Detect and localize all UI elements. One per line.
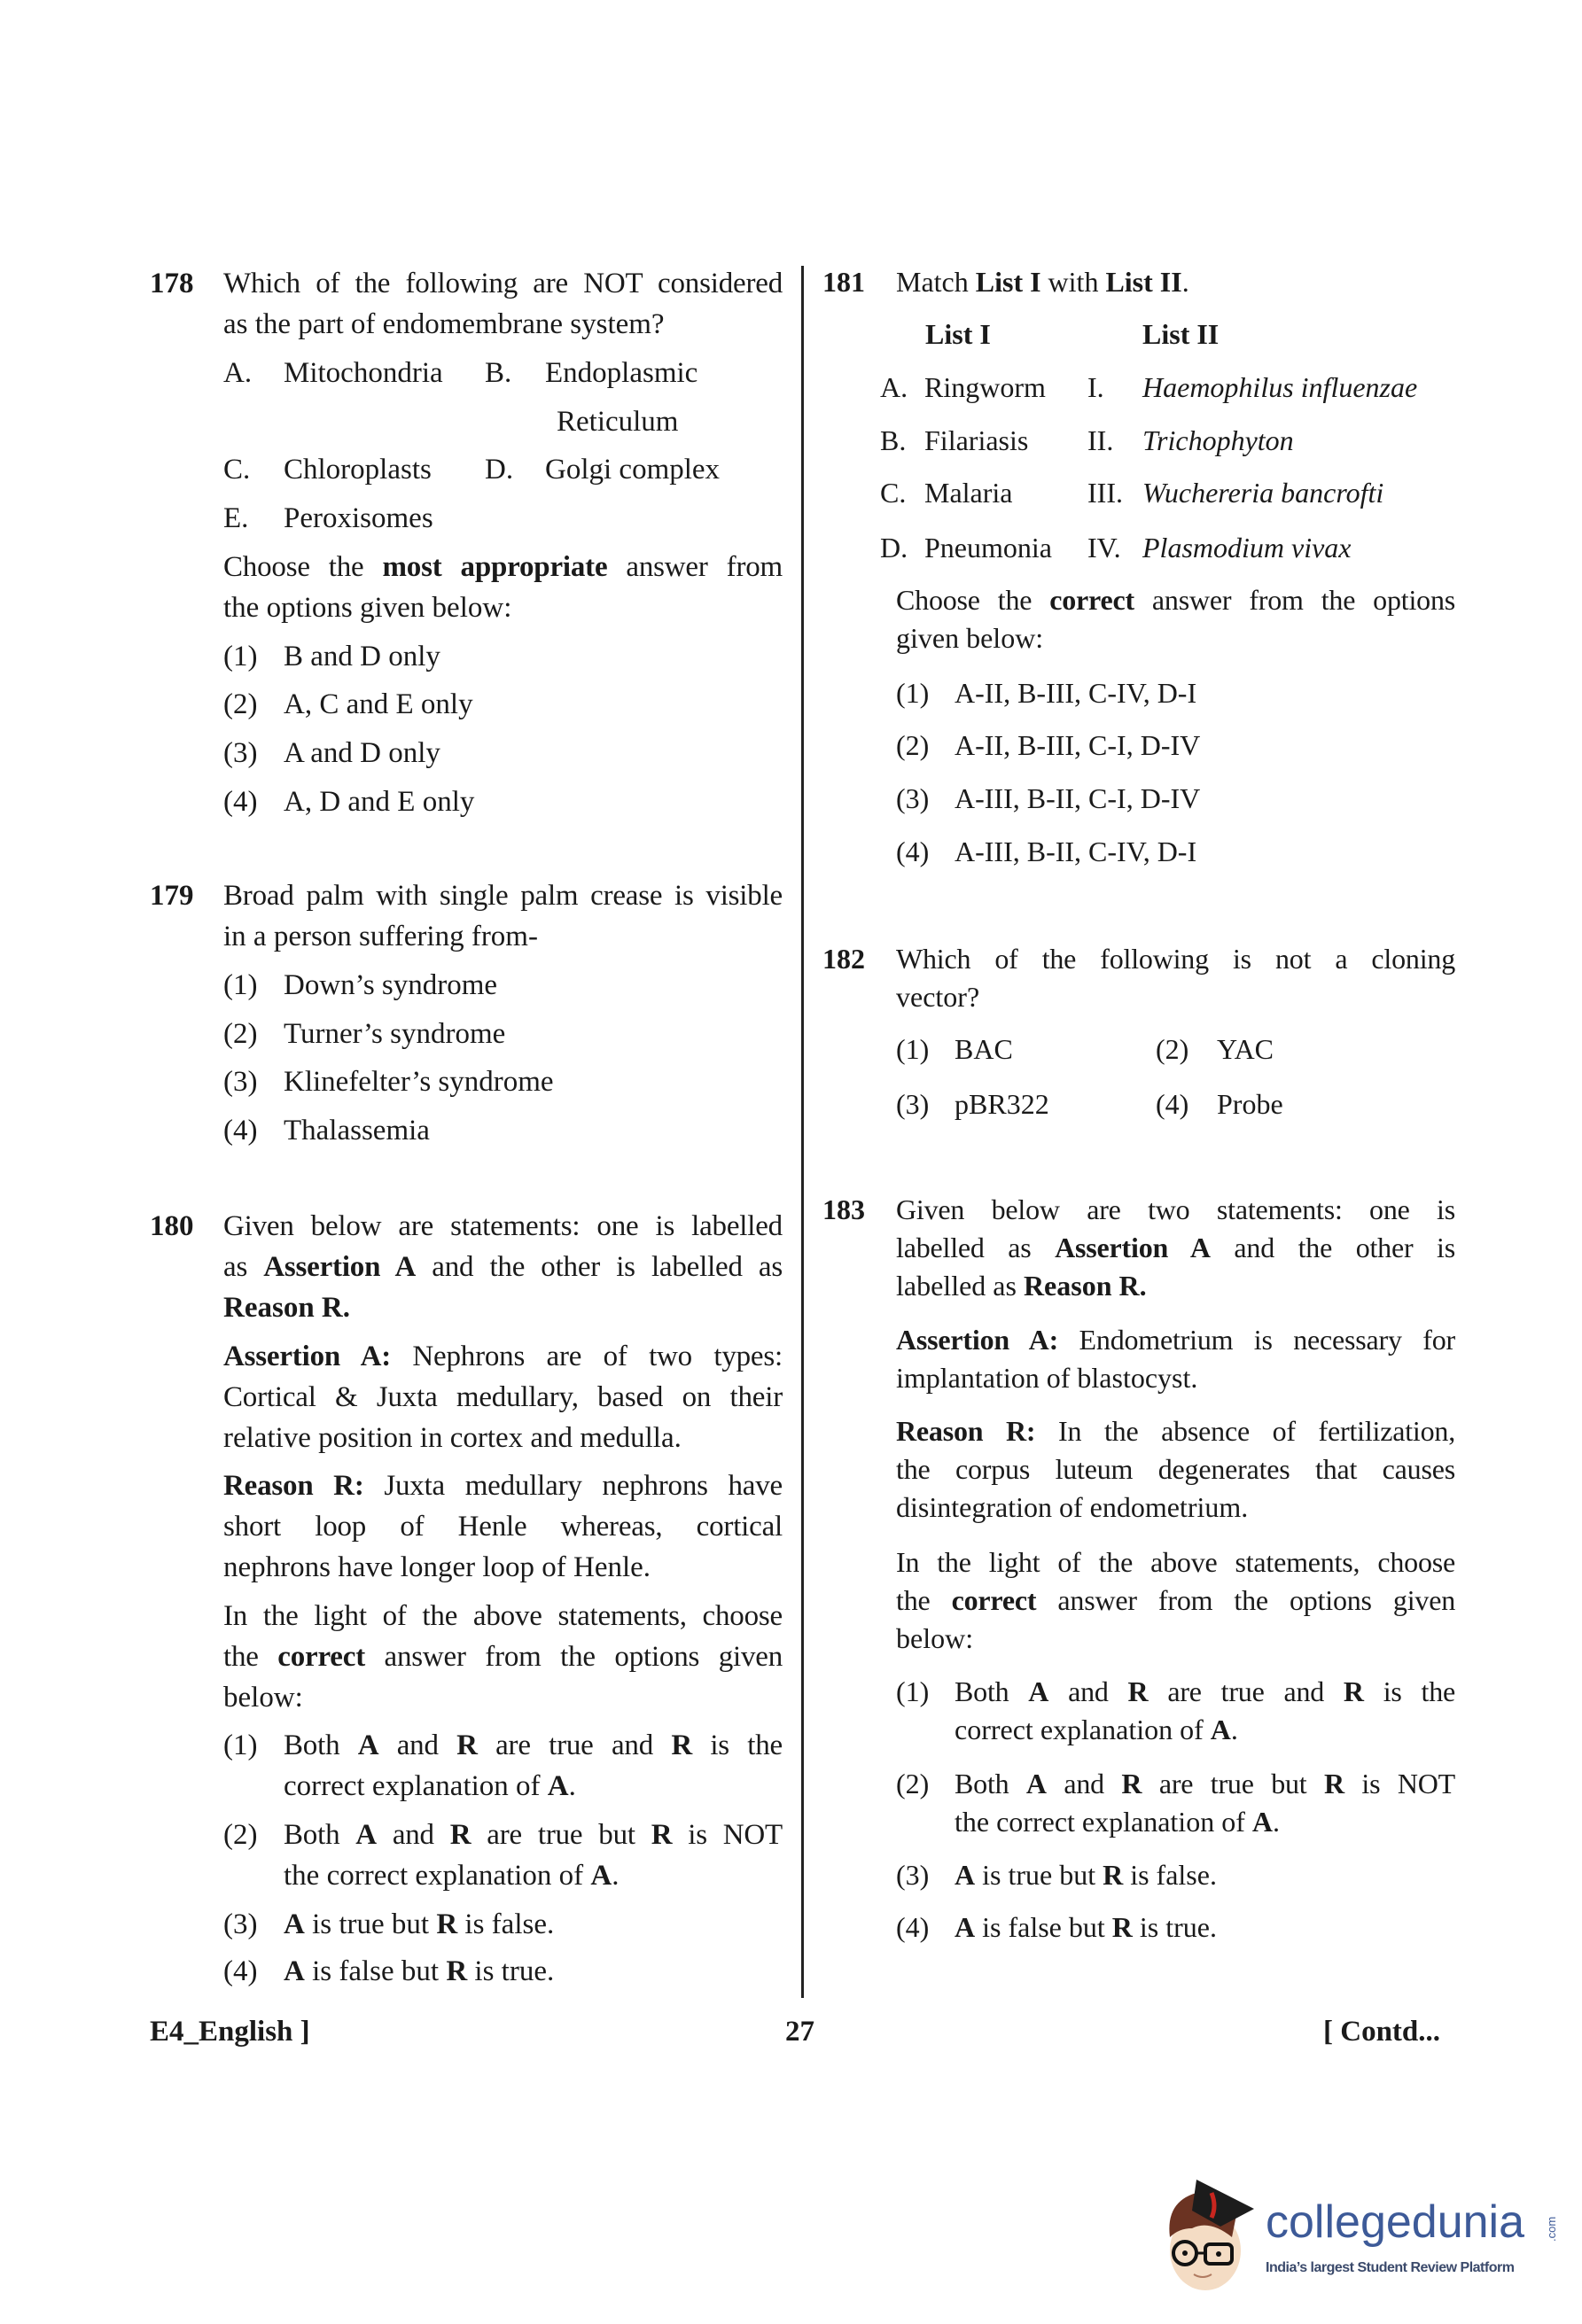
option-label: (3): [223, 1066, 258, 1098]
question-number: 180: [150, 1210, 194, 1242]
text-segment: is the: [1363, 1675, 1455, 1707]
option-label: (2): [223, 1819, 258, 1851]
bold-text: Reason R:: [896, 1415, 1036, 1447]
question-instruction: [223, 547, 783, 628]
option-text[interactable]: [955, 1856, 1455, 1894]
text-line: [223, 1547, 783, 1588]
text-segment: is NOT: [1344, 1768, 1455, 1799]
text-segment: is false but: [304, 1955, 447, 1987]
option-label: (3): [896, 782, 930, 814]
text-segment: the: [896, 1584, 952, 1616]
option-label: (4): [223, 786, 258, 818]
text-line: [223, 1677, 783, 1718]
bold-text: correct: [277, 1641, 365, 1673]
text-line: [284, 1855, 783, 1896]
text-segment: the correct explanation of: [284, 1860, 591, 1892]
text-line: [223, 1636, 783, 1677]
question-stem: [223, 875, 783, 957]
list-i-item: Ringworm: [924, 371, 1046, 403]
text-line: [223, 1418, 783, 1458]
option-label: (1): [896, 677, 930, 709]
text-segment: Given below are two statements: one is: [896, 1193, 1455, 1225]
option-label: (1): [896, 1033, 930, 1065]
text-segment: correct explanation of: [955, 1714, 1211, 1745]
text-segment: .: [1230, 1714, 1238, 1745]
text-segment: Which of the following is not a cloning: [896, 943, 1455, 975]
text-segment: .: [1272, 1806, 1280, 1838]
list-item-label: IV.: [1087, 532, 1121, 564]
text-segment: are true and: [477, 1729, 672, 1761]
text-segment: given below:: [896, 622, 1044, 654]
bold-text: R: [436, 1908, 458, 1940]
text-segment: is false.: [1123, 1859, 1217, 1891]
option-text[interactable]: Thalassemia: [284, 1115, 430, 1146]
bold-text: R: [1111, 1911, 1133, 1943]
option-label: (1): [223, 641, 258, 672]
bold-text: A: [284, 1955, 305, 1987]
text-segment: labelled as: [896, 1232, 1056, 1263]
bold-text: R: [1103, 1859, 1124, 1891]
item-text: Chloroplasts: [284, 454, 432, 486]
text-line: [223, 1465, 783, 1506]
list-ii-item: Plasmodium vivax: [1142, 532, 1352, 564]
bold-text: A: [590, 1860, 612, 1892]
text-segment: relative position in cortex and medulla.: [223, 1422, 682, 1454]
bold-text: A: [955, 1859, 976, 1891]
text-segment: .: [1181, 266, 1189, 298]
list-i-item: Pneumonia: [924, 532, 1052, 564]
text-segment: and: [376, 1819, 450, 1851]
question-number: 183: [822, 1193, 865, 1225]
text-line: [223, 1247, 783, 1287]
reason-statement: [896, 1412, 1455, 1527]
text-segment: and: [1048, 1675, 1128, 1707]
bold-text: Assertion A:: [896, 1324, 1059, 1356]
text-line: [896, 263, 1455, 301]
option-text[interactable]: Probe: [1217, 1088, 1283, 1120]
logo-suffix: .com: [1545, 2216, 1558, 2242]
text-segment: .: [612, 1860, 620, 1892]
text-line: [896, 1359, 1455, 1397]
option-text[interactable]: A-III, B-II, C-I, D-IV: [955, 782, 1201, 814]
text-line: [896, 1267, 1455, 1305]
bold-text: Reason R.: [1023, 1270, 1147, 1302]
bold-text: A: [355, 1819, 377, 1851]
question-number: 181: [822, 266, 865, 298]
bold-text: R: [651, 1819, 673, 1851]
bold-text: Reason R:: [223, 1470, 364, 1502]
question-instruction: [896, 1543, 1455, 1658]
option-label: (4): [1156, 1088, 1189, 1120]
logo-tagline: India’s largest Student Review Platform: [1266, 2260, 1515, 2275]
text-line: [223, 304, 783, 345]
text-segment: Choose the: [223, 551, 383, 583]
text-segment: is true but: [975, 1859, 1103, 1891]
text-segment: is false but: [975, 1911, 1112, 1943]
bold-text: correct: [1049, 584, 1134, 616]
text-line: [223, 1336, 783, 1377]
text-segment: the options given below:: [223, 592, 512, 624]
bold-text: R: [1343, 1675, 1364, 1707]
option-label: (4): [223, 1955, 258, 1987]
list-ii-header: List II: [1142, 318, 1220, 350]
option-label: (4): [223, 1115, 258, 1146]
option-text[interactable]: [284, 1904, 783, 1945]
option-label: (3): [223, 1908, 258, 1940]
text-segment: with: [1040, 266, 1106, 298]
bold-text: A: [547, 1770, 569, 1802]
text-segment: correct explanation of: [284, 1770, 548, 1802]
bold-text: A: [955, 1911, 976, 1943]
text-segment: Both: [284, 1819, 356, 1851]
question-stem: [223, 1206, 783, 1328]
option-text[interactable]: BAC: [955, 1033, 1013, 1065]
text-segment: Choose the: [896, 584, 1050, 616]
text-segment: Both: [955, 1768, 1026, 1799]
text-line: [896, 978, 1455, 1016]
text-segment: Match: [896, 266, 976, 298]
text-line: [955, 1908, 1455, 1947]
text-segment: is the: [692, 1729, 783, 1761]
question-number: 182: [822, 943, 865, 975]
text-line: [896, 1450, 1455, 1488]
bold-text: R: [446, 1955, 468, 1987]
text-line: [223, 1287, 783, 1328]
assertion-statement: [223, 1336, 783, 1458]
text-line: [223, 1506, 783, 1547]
text-segment: Given below are statements: one is labelled: [223, 1210, 783, 1242]
text-line: [284, 1951, 783, 1992]
reason-statement: [223, 1465, 783, 1588]
question-stem: [223, 263, 783, 345]
text-segment: Which of the following are NOT considered: [223, 268, 783, 299]
bold-text: List II: [1105, 266, 1182, 298]
text-line: [223, 1596, 783, 1636]
text-line: [223, 587, 783, 628]
item-label: D.: [485, 454, 514, 486]
text-segment: are true and: [1148, 1675, 1344, 1707]
text-line: [223, 547, 783, 587]
text-segment: the correct explanation of: [955, 1806, 1252, 1838]
text-line: [223, 263, 783, 304]
list-item-label: A.: [880, 371, 908, 403]
bold-text: Reason R.: [223, 1292, 351, 1324]
footer-contd: [ Contd...: [1323, 2016, 1441, 2048]
bold-text: R: [1323, 1768, 1344, 1799]
item-label: A.: [223, 357, 253, 389]
bold-text: R: [671, 1729, 692, 1761]
text-segment: as the part of endomembrane system?: [223, 308, 665, 340]
text-segment: and the other is labelled as: [416, 1251, 783, 1283]
option-label: (3): [223, 737, 258, 769]
list-ii-item: Haemophilus influenzae: [1142, 371, 1418, 403]
bold-text: A: [1210, 1714, 1231, 1745]
text-line: [896, 619, 1455, 657]
option-text[interactable]: Down’s syndrome: [284, 969, 498, 1001]
text-segment: implantation of blastocyst.: [896, 1362, 1198, 1394]
text-segment: answer from: [607, 551, 783, 583]
text-segment: and: [1046, 1768, 1122, 1799]
text-line: [896, 1412, 1455, 1450]
bold-text: A: [1251, 1806, 1273, 1838]
text-line: [223, 1377, 783, 1418]
option-label: (1): [223, 1729, 258, 1761]
text-segment: answer from the options given: [1036, 1584, 1455, 1616]
text-segment: labelled as: [896, 1270, 1024, 1302]
item-text: Endoplasmic: [545, 357, 698, 389]
text-segment: the: [223, 1641, 278, 1673]
item-label: B.: [485, 357, 512, 389]
bold-text: R: [1127, 1675, 1149, 1707]
list-i-item: Filariasis: [924, 424, 1029, 456]
text-segment: as: [223, 1251, 264, 1283]
text-line: [284, 1904, 783, 1945]
question-stem: [896, 1191, 1455, 1305]
text-segment: is NOT: [672, 1819, 783, 1851]
bold-text: A: [1025, 1768, 1047, 1799]
assertion-statement: [896, 1321, 1455, 1397]
text-line: [223, 875, 783, 916]
question-stem: [896, 263, 1455, 301]
list-item-label: B.: [880, 424, 907, 456]
option-text[interactable]: Turner’s syndrome: [284, 1018, 506, 1050]
item-text: Golgi complex: [545, 454, 721, 486]
text-segment: In the light of the above statements, choose: [896, 1546, 1455, 1578]
option-text[interactable]: [284, 1815, 783, 1896]
text-segment: are true but: [471, 1819, 651, 1851]
item-text: Peroxisomes: [284, 502, 433, 534]
option-label: (3): [896, 1859, 930, 1891]
text-segment: Nephrons are of two types:: [391, 1341, 783, 1372]
option-label: (2): [223, 688, 258, 720]
option-text[interactable]: A, D and E only: [284, 786, 475, 818]
option-text[interactable]: pBR322: [955, 1088, 1049, 1120]
option-label: (1): [896, 1675, 930, 1707]
text-segment: and: [378, 1729, 457, 1761]
text-line: [284, 1766, 783, 1807]
bold-text: Assertion A:: [223, 1341, 392, 1372]
text-line: [896, 581, 1455, 619]
question-number: 179: [150, 880, 194, 912]
bold-text: List I: [975, 266, 1041, 298]
option-text[interactable]: A-III, B-II, C-IV, D-I: [955, 836, 1197, 867]
text-line: [896, 1229, 1455, 1267]
text-line: [284, 1725, 783, 1766]
text-segment: the corpus luteum degenerates that causes: [896, 1453, 1455, 1485]
text-segment: in a person suffering from-: [223, 921, 538, 952]
text-line: [896, 1191, 1455, 1229]
text-line: [955, 1856, 1455, 1894]
footer-paper-code: E4_English ]: [150, 2016, 310, 2048]
bold-text: R: [456, 1729, 478, 1761]
text-segment: Both: [284, 1729, 358, 1761]
bold-text: A: [284, 1908, 305, 1940]
option-label: (2): [896, 729, 930, 761]
bold-text: most appropriate: [382, 551, 608, 583]
list-item-label: I.: [1087, 371, 1104, 403]
logo-wordmark: collegedunia: [1266, 2196, 1525, 2248]
text-segment: short loop of Henle whereas, cortical: [223, 1511, 783, 1543]
text-line: [955, 1765, 1455, 1803]
text-segment: Juxta medullary nephrons have: [363, 1470, 783, 1502]
list-i-item: Malaria: [924, 477, 1013, 509]
text-segment: is true but: [304, 1908, 437, 1940]
option-label: (4): [896, 1911, 930, 1943]
bold-text: R: [1121, 1768, 1142, 1799]
item-text: Reticulum: [557, 406, 679, 438]
text-segment: Cortical & Juxta medullary, based on their: [223, 1381, 783, 1413]
option-label: (2): [896, 1768, 930, 1799]
option-label: (3): [896, 1088, 930, 1120]
item-label: E.: [223, 502, 249, 534]
text-segment: is true.: [467, 1955, 555, 1987]
item-label: C.: [223, 454, 251, 486]
text-segment: answer from the options given: [364, 1641, 783, 1673]
list-ii-item: Wuchereria bancrofti: [1142, 477, 1384, 509]
text-line: [896, 1543, 1455, 1582]
option-text[interactable]: [955, 1908, 1455, 1947]
text-line: [955, 1803, 1455, 1841]
option-text[interactable]: A and D only: [284, 737, 440, 769]
text-segment: are true but: [1142, 1768, 1324, 1799]
text-line: [896, 1488, 1455, 1527]
list-i-header: List I: [925, 318, 991, 350]
question-instruction: [896, 581, 1455, 657]
list-item-label: III.: [1087, 477, 1123, 509]
option-text[interactable]: YAC: [1217, 1033, 1274, 1065]
mascot-icon: [1157, 2175, 1263, 2295]
option-label: (2): [1156, 1033, 1189, 1065]
option-label: (1): [223, 969, 258, 1001]
list-ii-item: Trichophyton: [1142, 424, 1294, 456]
option-text[interactable]: [955, 1765, 1455, 1841]
text-segment: below:: [223, 1682, 303, 1714]
list-item-label: II.: [1087, 424, 1114, 456]
item-text: Mitochondria: [284, 357, 443, 389]
bold-text: correct: [951, 1584, 1037, 1616]
text-line: [896, 1321, 1455, 1359]
list-item-label: C.: [880, 477, 907, 509]
option-text[interactable]: [284, 1725, 783, 1807]
text-line: [955, 1673, 1455, 1711]
text-segment: answer from the options: [1134, 584, 1455, 616]
bold-text: A: [357, 1729, 379, 1761]
text-segment: .: [568, 1770, 576, 1802]
text-segment: In the absence of fertilization,: [1035, 1415, 1455, 1447]
text-segment: disintegration of endometrium.: [896, 1491, 1249, 1523]
option-label: (2): [223, 1018, 258, 1050]
text-line: [955, 1711, 1455, 1749]
question-number: 178: [150, 268, 194, 299]
option-text[interactable]: Klinefelter’s syndrome: [284, 1066, 554, 1098]
bold-text: A: [1028, 1675, 1049, 1707]
option-text[interactable]: A-II, B-III, C-I, D-IV: [955, 729, 1201, 761]
text-line: [896, 940, 1455, 978]
text-segment: Endometrium is necessary for: [1058, 1324, 1455, 1356]
option-text[interactable]: [284, 1951, 783, 1992]
text-segment: is false.: [457, 1908, 555, 1940]
question-instruction: [223, 1596, 783, 1718]
bold-text: Assertion A: [263, 1251, 417, 1283]
text-line: [896, 1582, 1455, 1620]
text-segment: nephrons have longer loop of Henle.: [223, 1551, 651, 1583]
text-line: [284, 1815, 783, 1855]
list-item-label: D.: [880, 532, 908, 564]
option-label: (4): [896, 836, 930, 867]
text-line: [896, 1620, 1455, 1658]
text-line: [223, 1206, 783, 1247]
bold-text: Assertion A: [1055, 1232, 1211, 1263]
text-segment: vector?: [896, 981, 980, 1013]
text-segment: is true.: [1132, 1911, 1217, 1943]
text-segment: Broad palm with single palm crease is visible: [223, 880, 783, 912]
option-text[interactable]: B and D only: [284, 641, 440, 672]
question-stem: [896, 940, 1455, 1016]
column-divider: [801, 266, 804, 1998]
text-segment: and the other is: [1210, 1232, 1455, 1263]
option-text[interactable]: A, C and E only: [284, 688, 473, 720]
page-number: 27: [785, 2016, 814, 2048]
text-segment: Both: [955, 1675, 1029, 1707]
text-line: [223, 916, 783, 957]
bold-text: R: [449, 1819, 471, 1851]
option-text[interactable]: [955, 1673, 1455, 1749]
option-text[interactable]: A-II, B-III, C-IV, D-I: [955, 677, 1197, 709]
text-segment: below:: [896, 1622, 974, 1654]
text-segment: In the light of the above statements, choose: [223, 1600, 783, 1632]
